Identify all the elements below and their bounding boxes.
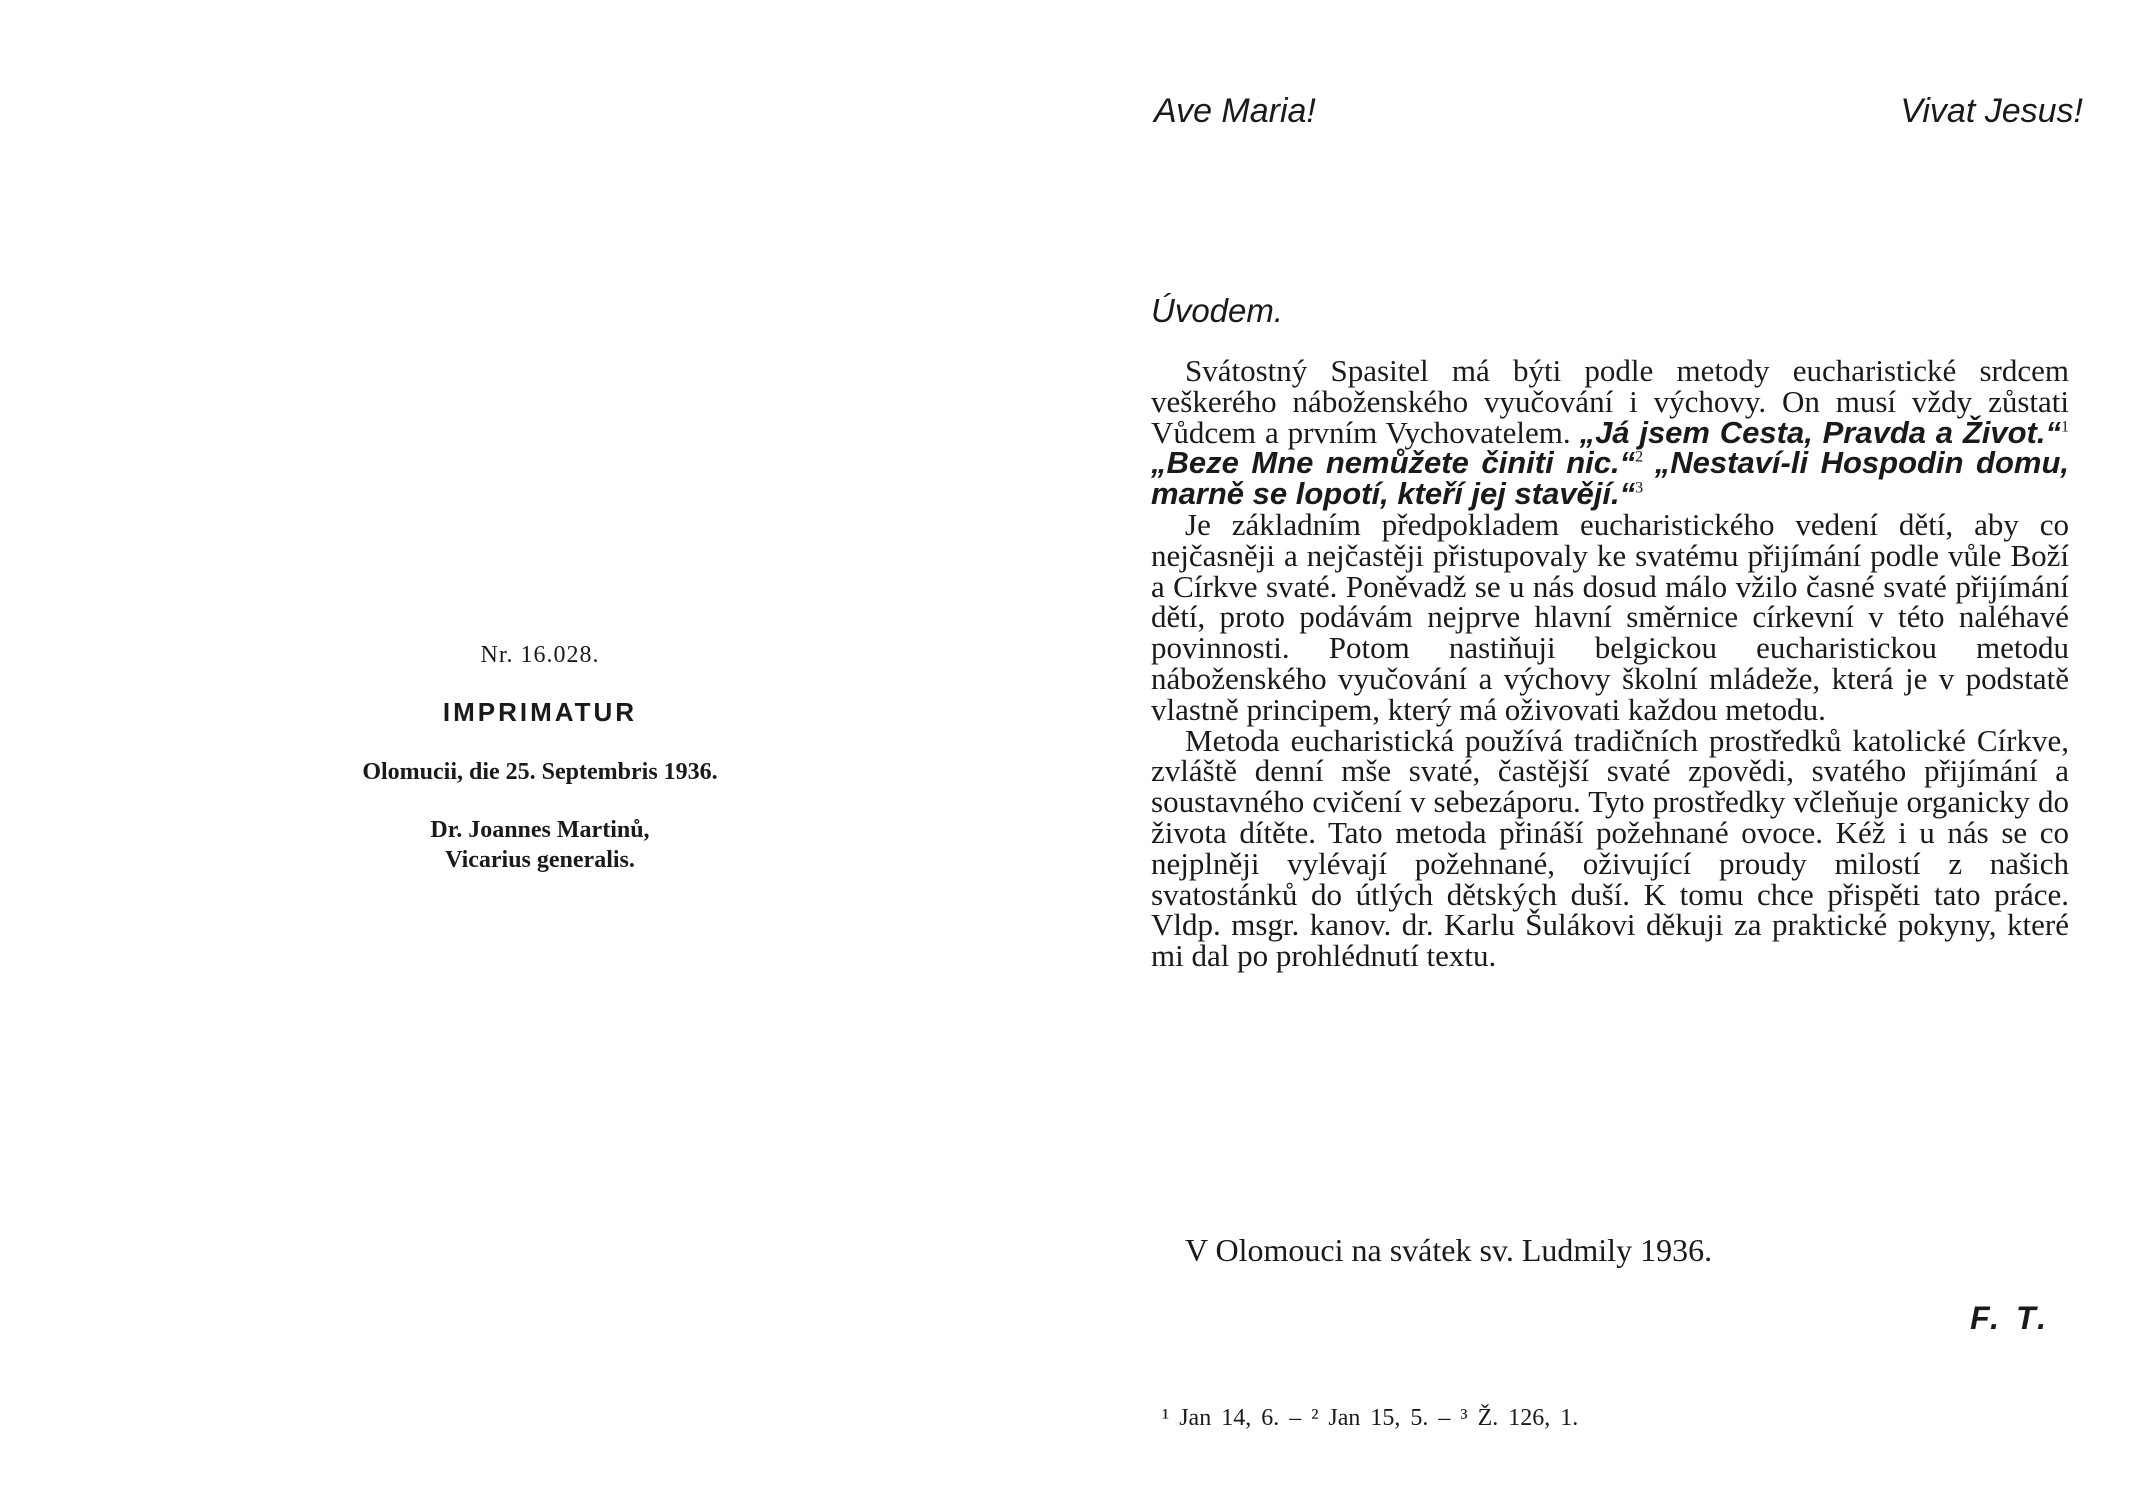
quote-3: „Nestaví-li Hospodin domu, marně se lopotí, kteří jej stavějí.“: [1151, 445, 2069, 512]
header-ave-maria: Ave Maria!: [1154, 92, 1316, 130]
author-initials: F. T.: [1970, 1300, 2050, 1336]
footnote-ref-1: 1: [2061, 418, 2069, 436]
section-title: Úvodem.: [1151, 292, 1284, 329]
paragraph-1-text: Svátostný Spasitel má býti podle metody eucharistické srdcem veškerého náboženského vyučování i výchovy. On musí vždy zůstati Vůdcem a prvním Vychovatelem.: [1151, 353, 2069, 450]
footnote-ref-3: 3: [1635, 479, 1644, 497]
body-text: [1151, 353, 2069, 974]
imprimatur-block: [330, 640, 750, 875]
imprimatur-place-date: Olomucii, die 25. Septembris 1936.: [362, 758, 718, 785]
header-vivat-jesus: Vivat Jesus!: [1900, 92, 2083, 130]
paragraph-3: Metoda eucharistická používá tradičních prostředků katolické Církve, zvláště denní mše svaté, častější svaté zpovědi, svatého přijímání a soustavného cvičení v sebezáporu. Tyto prostředky včleňuje organicky do života dítěte. Tato metoda přináší požehnané ovoce. Kéž i u nás se co nejplněji vylévají požehnané, oživující proudy milostí z našich svatostánků do útlých dětských duší. K tomu chce přispěti tato práce. Vldp. msgr. kanov. dr. Karlu Šulákovi děkuji za praktické pokyny, které mi dal po prohlédnutí textu.: [1151, 722, 2069, 974]
right-page: [1069, 0, 2138, 1500]
imprimatur-title: IMPRIMATUR: [442, 697, 638, 727]
footnotes: ¹ Jan 14, 6. – ² Jan 15, 5. – ³ Ž. 126, 1.: [1162, 1405, 1579, 1431]
paragraph-1: [1151, 353, 2069, 512]
imprimatur-signatory-title: Vicarius generalis.: [445, 846, 635, 873]
imprimatur-signatory-name: Dr. Joannes Martinů,: [430, 816, 650, 843]
imprimatur-number: Nr. 16.028.: [480, 642, 600, 668]
quote-1: „Já jsem Cesta, Pravda a Život.“: [1579, 414, 2061, 450]
paragraph-2: Je základním předpokladem eucharistického vedení dětí, aby co nejčasněji a nejčastěji přistupovaly ke svatému přijímání podle vůle Boží a Církve svaté. Poněvadž se u nás dosud málo vžilo časné svaté přijímání dětí, proto podávám nejprve hlavní směrnice církevní v této naléhavé povinnosti. Potom nastiňuji belgickou eucharistickou metodu náboženského vyučování a výchovy školní mládeže, která je v podstatě vlastně principem, který má oživovati každou metodu.: [1151, 506, 2069, 727]
dateline: V Olomouci na svátek sv. Ludmily 1936.: [1185, 1232, 1713, 1268]
footnote-ref-2: 2: [1635, 449, 1644, 467]
quote-2: „Beze Mne nemůžete činiti nic.“: [1151, 445, 1636, 481]
